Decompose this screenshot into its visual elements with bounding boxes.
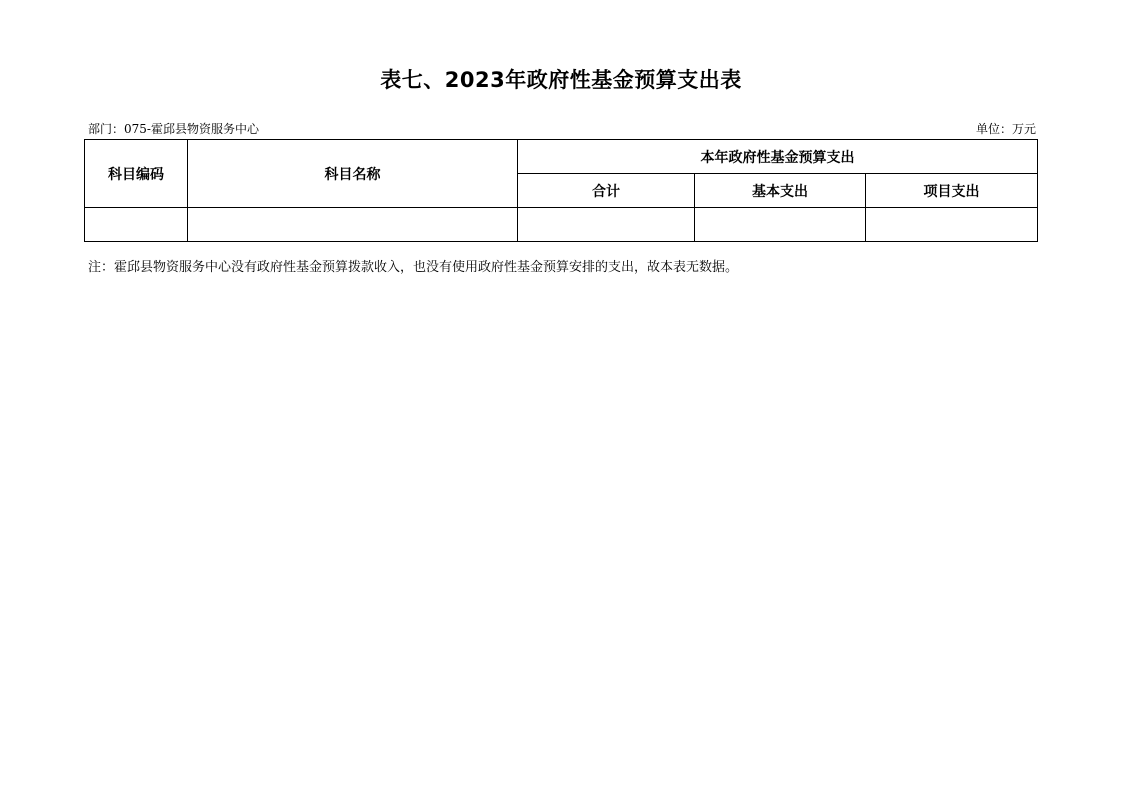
table-row: [85, 208, 1038, 242]
cell-basic: [695, 208, 866, 242]
column-header-basic: 基本支出: [695, 174, 866, 208]
department-label: 部门：075-霍邱县物资服务中心: [88, 122, 259, 136]
cell-name: [188, 208, 518, 242]
footnote: 注：霍邱县物资服务中心没有政府性基金预算拨款收入，也没有使用政府性基金预算安排的支出，故本表无数据。: [88, 260, 739, 275]
column-header-code: 科目编码: [85, 140, 188, 208]
column-group-header: 本年政府性基金预算支出: [518, 140, 1038, 174]
table-header-row: [85, 140, 1038, 174]
column-header-total: 合计: [518, 174, 695, 208]
cell-code: [85, 208, 188, 242]
page-title: 表七、2023年政府性基金预算支出表: [380, 68, 742, 92]
cell-total: [518, 208, 695, 242]
cell-project: [866, 208, 1038, 242]
column-header-name: 科目名称: [188, 140, 518, 208]
column-header-project: 项目支出: [866, 174, 1038, 208]
unit-label: 单位：万元: [975, 122, 1036, 136]
budget-table: [84, 139, 1038, 242]
